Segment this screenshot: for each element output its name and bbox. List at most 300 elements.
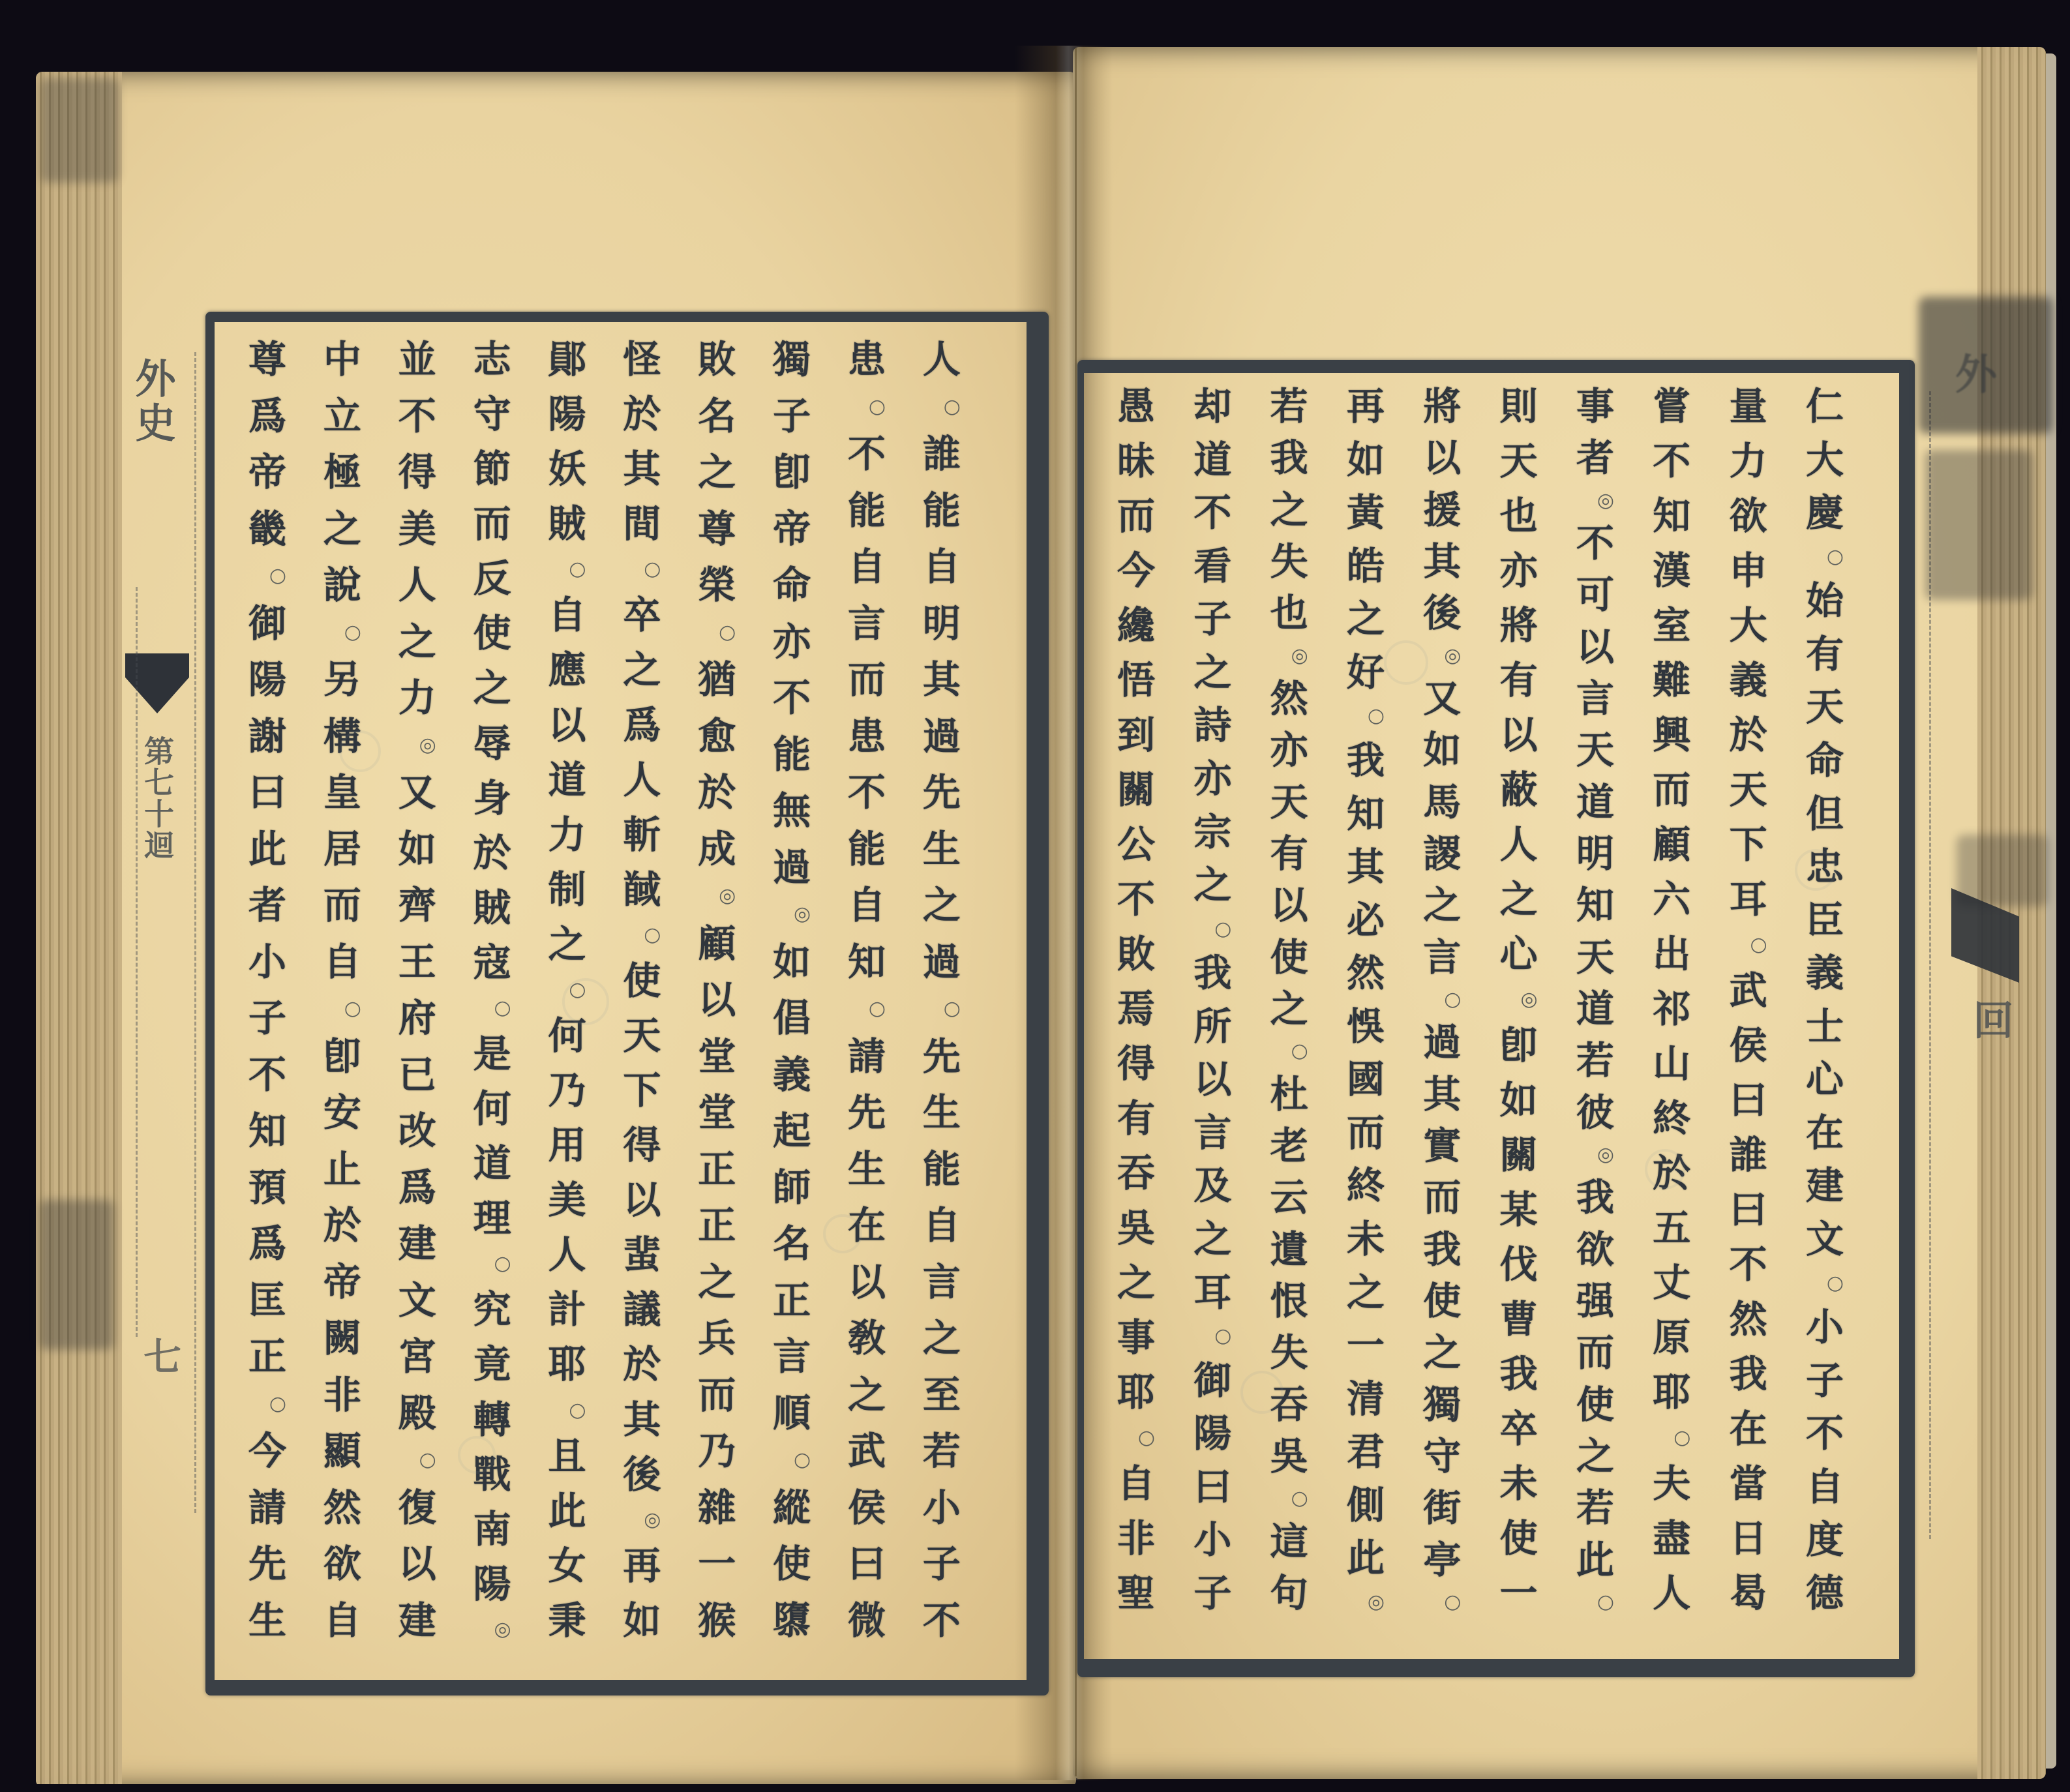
- glyph: 却: [1193, 384, 1232, 428]
- glyph: 失: [1270, 539, 1308, 584]
- glyph: 美: [398, 506, 436, 551]
- glyph: 顯: [323, 1429, 361, 1474]
- glyph: 這: [1270, 1519, 1308, 1564]
- glyph: 已: [398, 1052, 436, 1097]
- glyph: 陽: [548, 392, 586, 437]
- text-column: [236, 337, 299, 1643]
- glyph: 不: [847, 770, 886, 815]
- glyph: 人: [1499, 822, 1538, 867]
- glyph: 謖: [1423, 831, 1462, 876]
- glyph: 之: [698, 450, 736, 495]
- glyph: 言: [847, 601, 886, 646]
- glyph: 先: [847, 1090, 886, 1135]
- glyph: 女: [548, 1543, 586, 1588]
- glyph: 之: [847, 1372, 886, 1417]
- glyph: 我: [1346, 738, 1385, 783]
- glyph: 室: [1653, 603, 1691, 648]
- glyph: 之: [1270, 487, 1308, 532]
- glyph: 仁: [1805, 384, 1844, 428]
- glyph: 自: [323, 1598, 361, 1643]
- glyph: 於: [323, 1203, 361, 1248]
- glyph: 吳: [1270, 1433, 1308, 1478]
- glyph: 耶: [1117, 1370, 1155, 1414]
- glyph: 量: [1729, 384, 1767, 428]
- glyph: 其: [623, 447, 661, 492]
- reading-mark: ○: [644, 923, 661, 946]
- glyph: 陽: [248, 657, 286, 702]
- reading-mark: ○: [1826, 545, 1844, 568]
- glyph: 如: [398, 826, 436, 871]
- glyph: 亭: [1423, 1537, 1462, 1582]
- glyph: 成: [698, 826, 736, 871]
- glyph: 實: [1423, 1123, 1462, 1168]
- glyph: 聖: [1117, 1571, 1155, 1615]
- glyph: 而: [847, 657, 886, 702]
- glyph: 之: [323, 506, 361, 551]
- glyph: 王: [398, 939, 436, 984]
- glyph: 伐: [1499, 1242, 1538, 1287]
- glyph: 順: [773, 1390, 811, 1435]
- glyph: 另: [323, 657, 361, 702]
- text-column: [1793, 384, 1856, 1615]
- glyph: 宮: [398, 1334, 436, 1379]
- glyph: 今: [1117, 548, 1155, 593]
- glyph: 今: [248, 1429, 286, 1474]
- reading-mark: ○: [494, 996, 511, 1019]
- glyph: 兵: [698, 1316, 736, 1361]
- glyph: 名: [773, 1221, 811, 1266]
- glyph: 然: [1729, 1297, 1767, 1341]
- glyph: 五: [1653, 1206, 1691, 1250]
- glyph: 亦: [1193, 756, 1232, 801]
- glyph: 忠: [1805, 844, 1844, 889]
- glyph: 戰: [473, 1452, 511, 1497]
- glyph: 名: [698, 393, 736, 438]
- glyph: 天: [623, 1013, 661, 1058]
- glyph: 文: [1805, 1217, 1844, 1261]
- glyph: 耳: [1729, 877, 1767, 921]
- text-column: [685, 337, 748, 1643]
- glyph: 此: [548, 1488, 586, 1533]
- glyph: 爲: [248, 1221, 286, 1266]
- glyph: 亦: [1270, 728, 1308, 773]
- glyph: 誰: [922, 432, 961, 477]
- glyph: 天: [1576, 934, 1614, 979]
- reading-mark: ○: [1214, 1324, 1232, 1348]
- glyph: 生: [922, 1090, 961, 1135]
- text-column: [760, 337, 823, 1643]
- glyph: 山: [1653, 1041, 1691, 1086]
- show-through-mark: [562, 978, 609, 1025]
- glyph: 陽: [1193, 1411, 1232, 1456]
- glyph: 亦: [773, 619, 811, 664]
- glyph: 彼: [1576, 1090, 1614, 1135]
- glyph: 師: [773, 1165, 811, 1210]
- glyph: 又: [398, 770, 436, 815]
- glyph: 力: [398, 676, 436, 721]
- glyph: 祁: [1653, 987, 1691, 1031]
- show-through-mark: [1384, 640, 1428, 685]
- reading-mark: ○: [494, 1252, 511, 1276]
- glyph: 若: [1270, 384, 1308, 428]
- glyph: 耶: [1653, 1370, 1691, 1414]
- glyph: 獨: [1423, 1382, 1462, 1427]
- glyph: 卽: [773, 450, 811, 495]
- glyph: 爲: [398, 1165, 436, 1210]
- glyph: 未: [1346, 1217, 1385, 1261]
- glyph: 敗: [698, 337, 736, 381]
- reading-mark: ○: [569, 978, 586, 1001]
- glyph: 夫: [1653, 1461, 1691, 1506]
- text-column: [1411, 384, 1473, 1613]
- glyph: 言: [1423, 934, 1462, 979]
- glyph: 其: [922, 657, 961, 702]
- glyph: 以: [847, 1259, 886, 1304]
- glyph: 至: [922, 1372, 961, 1417]
- glyph: 原: [1653, 1315, 1691, 1360]
- reading-mark: ○: [644, 558, 661, 581]
- reading-mark: ○: [269, 1392, 287, 1415]
- ink-smudge: [1919, 297, 2052, 434]
- spine-chapter-label: 第七十迴: [140, 736, 175, 861]
- glyph: 如: [623, 1598, 661, 1643]
- glyph: 人: [623, 757, 661, 802]
- glyph: 人: [1653, 1571, 1691, 1615]
- glyph: 可: [1576, 573, 1614, 618]
- glyph: 再: [623, 1543, 661, 1588]
- glyph: 大: [1729, 603, 1767, 648]
- glyph: 命: [1805, 738, 1844, 783]
- glyph: 以: [698, 978, 736, 1023]
- ink-smudge: [40, 78, 119, 183]
- glyph: 中: [323, 337, 361, 381]
- glyph: 耶: [548, 1342, 586, 1387]
- glyph: 賊: [548, 501, 586, 546]
- glyph: 敎: [847, 1316, 886, 1361]
- glyph: 復: [398, 1485, 436, 1530]
- glyph: 人: [548, 1232, 586, 1277]
- show-through-mark: [823, 1214, 862, 1253]
- glyph: 文: [398, 1277, 436, 1322]
- glyph: 明: [1576, 831, 1614, 876]
- reading-mark: ○: [1367, 704, 1385, 728]
- glyph: 好: [1346, 650, 1385, 694]
- glyph: 難: [1653, 658, 1691, 702]
- glyph: 則: [1499, 384, 1538, 428]
- glyph: 道: [1576, 779, 1614, 824]
- reading-mark: ◎: [494, 1617, 511, 1641]
- glyph: 患: [847, 713, 886, 758]
- glyph: 能: [773, 732, 811, 777]
- reading-mark: ◎: [1444, 644, 1462, 667]
- glyph: 居: [323, 826, 361, 871]
- glyph: 寇: [473, 940, 511, 985]
- glyph: 建: [1805, 1163, 1844, 1208]
- glyph: 過: [773, 844, 811, 889]
- glyph: 得: [623, 1123, 661, 1168]
- glyph: 援: [1423, 487, 1462, 532]
- glyph: 能: [922, 1146, 961, 1191]
- glyph: 日: [1729, 1516, 1767, 1561]
- glyph: 曰: [1729, 1078, 1767, 1122]
- glyph: 我: [1499, 1352, 1538, 1396]
- reading-mark: ○: [868, 395, 886, 418]
- glyph: 人: [922, 337, 961, 381]
- glyph: 尊: [698, 506, 736, 551]
- glyph: 將: [1499, 603, 1538, 648]
- reading-mark: ○: [344, 620, 361, 644]
- glyph: 理: [473, 1196, 511, 1241]
- reading-mark: ◎: [1520, 988, 1538, 1011]
- glyph: 於: [623, 1342, 661, 1387]
- glyph: 使: [623, 958, 661, 1003]
- reading-mark: ○: [1444, 987, 1462, 1011]
- glyph: 畿: [248, 506, 286, 551]
- glyph: 曹: [1499, 1297, 1538, 1341]
- show-through-mark: [458, 1436, 496, 1474]
- glyph: 尊: [248, 337, 286, 381]
- glyph: 守: [1423, 1433, 1462, 1478]
- glyph: 自: [1117, 1461, 1155, 1506]
- text-column: [1105, 384, 1167, 1615]
- glyph: 子: [773, 393, 811, 438]
- glyph: 立: [323, 393, 361, 438]
- glyph: 漢: [1653, 548, 1691, 593]
- text-column: [1334, 384, 1397, 1613]
- glyph: 天: [1805, 685, 1844, 730]
- glyph: 又: [1423, 676, 1462, 721]
- glyph: 始: [1805, 578, 1844, 623]
- glyph: 道: [1193, 437, 1232, 482]
- glyph: 天: [1499, 439, 1538, 483]
- glyph: 先: [248, 1542, 286, 1587]
- glyph: 我: [1423, 1227, 1462, 1272]
- glyph: 欲: [1576, 1227, 1614, 1272]
- glyph: 建: [398, 1598, 436, 1643]
- glyph: 隳: [773, 1598, 811, 1643]
- reading-mark: ○: [868, 997, 886, 1021]
- reading-mark: ◎: [1367, 1590, 1385, 1613]
- glyph: 乃: [698, 1429, 736, 1474]
- glyph: 卒: [623, 593, 661, 638]
- glyph: 自: [847, 545, 886, 590]
- glyph: 帝: [323, 1259, 361, 1304]
- glyph: 小: [1805, 1305, 1844, 1350]
- text-column: [311, 337, 374, 1643]
- reading-mark: ◎: [1597, 1142, 1615, 1166]
- glyph: 無: [773, 788, 811, 833]
- glyph: 正: [698, 1203, 736, 1248]
- glyph: 守: [473, 392, 511, 437]
- glyph: 悞: [1346, 1004, 1385, 1049]
- text-column: [910, 337, 973, 1643]
- glyph: 當: [1729, 1461, 1767, 1506]
- glyph: 正: [698, 1146, 736, 1191]
- glyph: 也: [1270, 591, 1308, 636]
- glyph: 不: [773, 676, 811, 721]
- glyph: 構: [323, 713, 361, 758]
- glyph: 非: [323, 1372, 361, 1417]
- glyph: 於: [1653, 1151, 1691, 1195]
- text-column: [1258, 384, 1321, 1615]
- glyph: 出: [1653, 932, 1691, 976]
- glyph: 自: [922, 545, 961, 590]
- glyph: 齊: [398, 883, 436, 928]
- glyph: 知: [1346, 791, 1385, 836]
- spine-book-title: 外史: [128, 357, 176, 446]
- show-through-mark: [1645, 1149, 1685, 1189]
- glyph: 但: [1805, 791, 1844, 836]
- glyph: 馘: [623, 867, 661, 912]
- glyph: 若: [922, 1429, 961, 1474]
- glyph: 微: [847, 1598, 886, 1643]
- glyph: 而: [1117, 494, 1155, 538]
- glyph: 御: [248, 601, 286, 646]
- glyph: 非: [1117, 1516, 1155, 1561]
- glyph: 力: [1729, 439, 1767, 483]
- glyph: 必: [1346, 897, 1385, 942]
- glyph: 之: [1346, 1270, 1385, 1315]
- glyph: 之: [398, 619, 436, 664]
- glyph: 於: [698, 770, 736, 815]
- glyph: 欲: [1729, 494, 1767, 538]
- glyph: 且: [548, 1433, 586, 1478]
- glyph: 此: [248, 826, 286, 871]
- glyph: 有: [1499, 658, 1538, 702]
- glyph: 請: [248, 1485, 286, 1530]
- glyph: 使: [473, 611, 511, 656]
- glyph: 以: [1499, 713, 1538, 757]
- glyph: 節: [473, 447, 511, 492]
- glyph: 以: [1270, 883, 1308, 928]
- glyph: 子: [1193, 597, 1232, 642]
- glyph: 使: [773, 1542, 811, 1587]
- glyph: 府: [398, 996, 436, 1041]
- glyph: 宗: [1193, 809, 1232, 854]
- glyph: 能: [922, 488, 961, 533]
- reading-mark: ○: [569, 558, 586, 581]
- glyph: 南: [473, 1506, 511, 1551]
- glyph: 生: [248, 1598, 286, 1643]
- glyph: 關: [1117, 768, 1155, 812]
- glyph: 再: [1346, 384, 1385, 428]
- cover-background-top: [0, 0, 2070, 47]
- glyph: 老: [1270, 1123, 1308, 1168]
- glyph: 若: [1576, 1486, 1614, 1531]
- glyph: 先: [922, 1034, 961, 1079]
- glyph: 而: [323, 883, 361, 928]
- glyph: 句: [1270, 1570, 1308, 1615]
- reading-mark: ◎: [719, 884, 736, 908]
- glyph: 之: [548, 921, 586, 966]
- glyph: 道: [473, 1141, 511, 1186]
- glyph: 嘗: [1653, 384, 1691, 428]
- glyph: 能: [847, 826, 886, 871]
- glyph: 然: [1270, 676, 1308, 721]
- glyph: 帝: [248, 450, 286, 495]
- glyph: 之: [1117, 1261, 1155, 1305]
- glyph: 小: [248, 939, 286, 984]
- glyph: 縱: [773, 1485, 811, 1530]
- glyph: 我: [1576, 1175, 1614, 1220]
- glyph: 猶: [698, 657, 736, 702]
- right-page-text-columns: [1105, 384, 1856, 1615]
- glyph: 自: [847, 883, 886, 928]
- glyph: 而: [1423, 1175, 1462, 1220]
- glyph: 於: [1729, 713, 1767, 757]
- reading-mark: ○: [419, 1448, 436, 1472]
- glyph: 何: [548, 1013, 586, 1058]
- glyph: 而: [1576, 1330, 1614, 1375]
- reading-mark: ○: [1750, 933, 1767, 956]
- glyph: 曰: [847, 1542, 886, 1587]
- glyph: 殿: [398, 1390, 436, 1435]
- reading-mark: ◎: [1291, 644, 1308, 667]
- reading-mark: ○: [344, 997, 361, 1021]
- glyph: 堂: [698, 1090, 736, 1135]
- reading-mark: ○: [1214, 917, 1232, 940]
- glyph: 及: [1193, 1163, 1232, 1208]
- glyph: 度: [1805, 1517, 1844, 1562]
- glyph: 士: [1805, 1004, 1844, 1049]
- reading-mark: ○: [1137, 1426, 1156, 1449]
- glyph: 於: [473, 830, 511, 875]
- text-column: [835, 337, 898, 1643]
- glyph: 在: [1805, 1110, 1844, 1155]
- glyph: 不: [248, 1052, 286, 1097]
- glyph: 有: [1117, 1096, 1155, 1141]
- show-through-mark: [1795, 849, 1837, 891]
- glyph: 恨: [1270, 1278, 1308, 1323]
- glyph: 改: [398, 1109, 436, 1154]
- glyph: 其: [1423, 1071, 1462, 1116]
- reading-mark: ○: [943, 997, 961, 1021]
- glyph: 知: [1576, 883, 1614, 928]
- glyph: 下: [623, 1068, 661, 1113]
- glyph: 過: [1423, 1020, 1462, 1065]
- glyph: 得: [1117, 1041, 1155, 1086]
- glyph: 自: [323, 939, 361, 984]
- glyph: 丈: [1653, 1261, 1691, 1305]
- glyph: 皓: [1346, 543, 1385, 588]
- glyph: 妖: [548, 447, 586, 492]
- glyph: 後: [1423, 591, 1462, 636]
- glyph: 天: [1729, 768, 1767, 812]
- glyph: 一: [1346, 1323, 1385, 1368]
- glyph: 究: [473, 1287, 511, 1332]
- glyph: 之: [623, 648, 661, 693]
- glyph: 焉: [1117, 987, 1155, 1031]
- text-column: [1488, 384, 1550, 1615]
- glyph: 患: [847, 337, 886, 381]
- glyph: 子: [1805, 1358, 1844, 1403]
- glyph: 不: [1576, 520, 1614, 565]
- glyph: 顧: [1653, 822, 1691, 867]
- glyph: 有: [1270, 831, 1308, 876]
- fold-line: [136, 587, 138, 1337]
- glyph: 生: [922, 826, 961, 871]
- glyph: 此: [1346, 1536, 1385, 1581]
- glyph: 正: [248, 1334, 286, 1379]
- glyph: 未: [1499, 1461, 1538, 1506]
- glyph: 曰: [1193, 1464, 1232, 1509]
- glyph: 是: [473, 1032, 511, 1077]
- glyph: 其: [1423, 539, 1462, 584]
- glyph: 耳: [1193, 1270, 1232, 1315]
- glyph: 到: [1117, 713, 1155, 757]
- glyph: 秉: [548, 1598, 586, 1643]
- glyph: 小: [922, 1485, 961, 1530]
